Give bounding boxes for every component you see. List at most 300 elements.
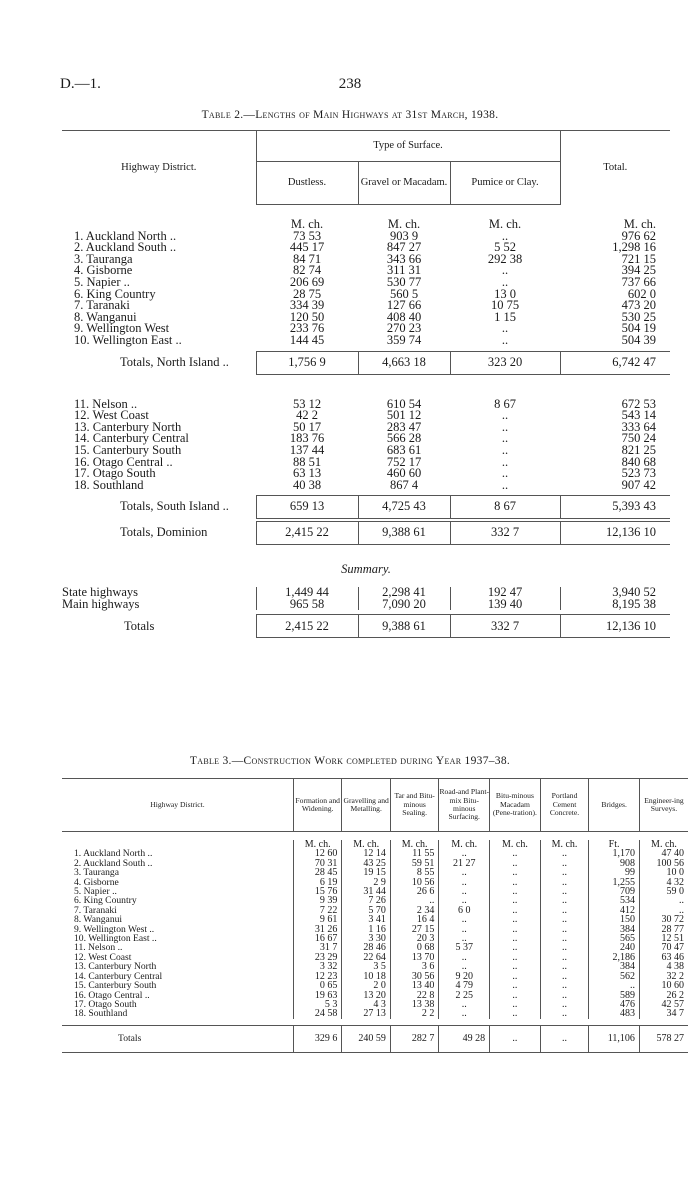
total-value: 9,388 61 <box>358 615 450 638</box>
summary-label: Main highways <box>62 596 140 611</box>
total-value: 659 13 <box>256 496 358 519</box>
cell-value: 27 13 <box>342 1009 390 1018</box>
gravel-value: 408 40 <box>386 309 422 324</box>
cell-value: 4 32 <box>639 878 688 887</box>
district-name: 18. Southland <box>74 477 144 492</box>
cell-value: 47 40 <box>639 849 688 858</box>
cell-value: 59 51 <box>390 859 438 868</box>
dustless-value: 144 45 <box>289 332 325 347</box>
pumice-value: .. <box>501 263 509 278</box>
district-name: 15. Canterbury South <box>74 442 182 457</box>
cell-value: 20 3 <box>390 934 438 943</box>
summary-label: State highways <box>62 585 139 600</box>
cell-value: 10 18 <box>342 972 390 981</box>
total-label: Totals, North Island .. <box>120 354 229 369</box>
total-value: 602 0 <box>627 286 656 301</box>
summary-value: 192 47 <box>450 587 560 599</box>
cell-value: .. <box>439 1009 490 1018</box>
cell-value: 5 70 <box>342 906 390 915</box>
header-portland-cement: Portland Cement Concrete. <box>540 779 588 832</box>
cell-value: 2 9 <box>342 878 390 887</box>
cell-value: 0 65 <box>293 981 341 990</box>
cell-value: 4 3 <box>342 1000 390 1009</box>
dominion-total-row <box>62 522 670 545</box>
cell-value: 19 63 <box>293 991 341 1000</box>
cell-value: 13 20 <box>342 991 390 1000</box>
cell-value: 3 5 <box>342 962 390 971</box>
total-value: 976 62 <box>621 228 656 243</box>
total-label: Totals, South Island .. <box>120 499 229 514</box>
cell-value: 24 58 <box>293 1009 341 1018</box>
pumice-value: .. <box>501 274 509 289</box>
cell-value: 908 <box>589 859 640 868</box>
total-value: 1,756 9 <box>256 351 358 374</box>
dustless-value: 82 74 <box>292 263 322 278</box>
cell-value: 709 <box>589 887 640 896</box>
cell-value: 10 0 <box>639 868 688 877</box>
cell-value: .. <box>540 868 588 877</box>
cell-value: .. <box>540 991 588 1000</box>
cell-value: .. <box>439 849 490 858</box>
dustless-value: 84 71 <box>292 251 322 266</box>
cell-value: 43 25 <box>342 859 390 868</box>
district-name: 5. Napier .. <box>74 886 117 898</box>
unit-label: M. ch. <box>342 840 390 849</box>
cell-value: 10 56 <box>390 878 438 887</box>
pumice-value: .. <box>501 321 509 336</box>
cell-value: 8 55 <box>390 868 438 877</box>
cell-value: 5 3 <box>293 1000 341 1009</box>
total-label: Totals <box>62 1025 293 1052</box>
cell-value: 11 55 <box>390 849 438 858</box>
total-label: Totals, Dominion <box>120 525 208 540</box>
district-name: 5. Napier .. <box>74 274 130 289</box>
dustless-value: 120 50 <box>289 309 325 324</box>
cell-value: .. <box>490 906 541 915</box>
cell-value: .. <box>490 925 541 934</box>
dustless-value: 88 51 <box>292 454 322 469</box>
cell-value: .. <box>439 1000 490 1009</box>
total-value: 578 27 <box>639 1025 688 1052</box>
pumice-value: .. <box>501 332 509 347</box>
district-name: 14. Canterbury Central <box>74 431 189 446</box>
total-value: 907 42 <box>621 477 656 492</box>
cell-value: 2 25 <box>439 991 490 1000</box>
dustless-value: 42 2 <box>296 408 318 423</box>
cell-value: 562 <box>589 972 640 981</box>
district-name: 12. West Coast <box>74 951 132 963</box>
cell-value: 12 14 <box>342 849 390 858</box>
cell-value: .. <box>439 896 490 905</box>
cell-value: 13 38 <box>390 1000 438 1009</box>
header-formation: Formation and Widening. <box>293 779 341 832</box>
gravel-value: 566 28 <box>386 431 422 446</box>
table-row <box>62 335 670 347</box>
district-name: 3. Tauranga <box>74 867 119 879</box>
cell-value: 2 2 <box>390 1009 438 1018</box>
district-name: 11. Nelson .. <box>74 396 138 411</box>
unit-label: M. ch. <box>387 217 421 231</box>
total-value: 2,415 22 <box>256 615 358 638</box>
summary-value: 2,298 41 <box>358 587 450 599</box>
gravel-value: 752 17 <box>386 454 422 469</box>
summary-value: 1,449 44 <box>256 587 358 599</box>
table-row <box>62 480 670 492</box>
dustless-value: 183 76 <box>289 431 325 446</box>
cell-value: .. <box>540 896 588 905</box>
cell-value: 13 40 <box>390 981 438 990</box>
unit-label: M. ch. <box>390 840 438 849</box>
cell-value: 22 8 <box>390 991 438 1000</box>
cell-value: 70 47 <box>639 943 688 952</box>
cell-value: 0 68 <box>390 943 438 952</box>
cell-value: .. <box>540 1009 588 1018</box>
cell-value: .. <box>490 915 541 924</box>
cell-value: 3 41 <box>342 915 390 924</box>
total-value: 394 25 <box>621 263 656 278</box>
unit-label: M. ch. <box>490 840 541 849</box>
header-tar-sealing: Tar and Bitu-minous Sealing. <box>390 779 438 832</box>
cell-value: 3 6 <box>390 962 438 971</box>
table-row <box>62 399 670 411</box>
cell-value: .. <box>639 906 688 915</box>
cell-value: .. <box>490 991 541 1000</box>
district-name: 14. Canterbury Central <box>74 970 163 982</box>
cell-value: 565 <box>589 934 640 943</box>
cell-value: 9 20 <box>439 972 490 981</box>
district-name: 1. Auckland North .. <box>74 228 177 243</box>
total-value: 543 14 <box>621 408 656 423</box>
cell-value: 34 7 <box>639 1009 688 1018</box>
cell-value: .. <box>589 981 640 990</box>
cell-value: .. <box>439 925 490 934</box>
pumice-value: 10 75 <box>490 298 520 313</box>
dustless-value: 50 17 <box>292 419 322 434</box>
district-name: 9. Wellington West .. <box>74 923 155 935</box>
district-name: 17. Otago South <box>74 466 156 481</box>
total-value: 323 20 <box>450 351 560 374</box>
total-value: 821 25 <box>621 442 656 457</box>
cell-value: 4 38 <box>639 962 688 971</box>
unit-label: M. ch. <box>639 840 688 849</box>
total-value: 721 15 <box>621 251 656 266</box>
cell-value: .. <box>439 953 490 962</box>
total-value: .. <box>490 1025 541 1052</box>
pumice-value: .. <box>501 466 509 481</box>
total-value: 504 39 <box>621 332 656 347</box>
total-value: 504 19 <box>621 321 656 336</box>
cell-value: .. <box>439 887 490 896</box>
total-value: 8 67 <box>450 496 560 519</box>
total-value: 333 64 <box>621 419 656 434</box>
cell-value: 31 7 <box>293 943 341 952</box>
cell-value: 23 29 <box>293 953 341 962</box>
total-value: 11,106 <box>589 1025 640 1052</box>
spacer <box>62 374 670 399</box>
page-number: 238 <box>338 76 362 92</box>
cell-value: .. <box>439 934 490 943</box>
cell-value: .. <box>490 953 541 962</box>
cell-value: 30 72 <box>639 915 688 924</box>
pumice-value: 8 67 <box>494 396 516 411</box>
cell-value: .. <box>639 896 688 905</box>
cell-value: 6 0 <box>439 906 490 915</box>
cell-value: .. <box>540 981 588 990</box>
gravel-value: 283 47 <box>386 419 422 434</box>
cell-value: 12 60 <box>293 849 341 858</box>
header-pumice: Pumice or Clay. <box>450 162 560 205</box>
total-label: Totals <box>124 618 155 633</box>
district-name: 15. Canterbury South <box>74 980 157 992</box>
district-name: 16. Otago Central .. <box>74 454 173 469</box>
cell-value: .. <box>540 943 588 952</box>
gravel-value: 270 23 <box>386 321 422 336</box>
total-row <box>62 1025 688 1052</box>
header-gravel: Gravel or Macadam. <box>358 162 450 205</box>
summary-value: 8,195 38 <box>560 599 670 611</box>
total-value: 4,663 18 <box>358 351 450 374</box>
cell-value: 22 64 <box>342 953 390 962</box>
unit-label: M. ch. <box>290 217 324 231</box>
district-name: 6. King Country <box>74 895 137 907</box>
cell-value: .. <box>490 849 541 858</box>
total-value: 332 7 <box>450 522 560 545</box>
cell-value: .. <box>540 972 588 981</box>
cell-value: 7 22 <box>293 906 341 915</box>
cell-value: .. <box>490 981 541 990</box>
dustless-value: 28 75 <box>292 286 322 301</box>
gravel-value: 560 5 <box>389 286 419 301</box>
gravel-value: 903 9 <box>389 228 419 243</box>
gravel-value: 460 60 <box>386 466 422 481</box>
table2-title: Table 2.—Lengths of Main Highways at 31st March, 1938. <box>201 109 499 121</box>
cell-value: .. <box>490 1009 541 1018</box>
document-code: D.—1. <box>60 76 101 92</box>
district-name: 2. Auckland South .. <box>74 240 177 255</box>
dustless-value: 233 76 <box>289 321 325 336</box>
cell-value: 100 56 <box>639 859 688 868</box>
total-value: 329 6 <box>293 1025 341 1052</box>
district-name: 6. King Country <box>74 286 156 301</box>
pumice-value: .. <box>501 228 509 243</box>
summary-value: 3,940 52 <box>560 587 670 599</box>
gravel-value: 530 77 <box>386 274 422 289</box>
cell-value: 9 39 <box>293 896 341 905</box>
district-name: 13. Canterbury North <box>74 961 157 973</box>
summary-value: 139 40 <box>450 599 560 611</box>
cell-value: .. <box>540 1000 588 1009</box>
cell-value: 16 4 <box>390 915 438 924</box>
cell-value: 63 46 <box>639 953 688 962</box>
cell-value: 483 <box>589 1009 640 1018</box>
pumice-value: .. <box>501 419 509 434</box>
district-name: 4. Gisborne <box>74 263 133 278</box>
header-total: Total. <box>560 131 670 205</box>
cell-value: 5 37 <box>439 943 490 952</box>
district-name: 17. Otago South <box>74 998 137 1010</box>
header-road-plant-mix: Road-and Plant-mix Bitu-minous Surfacing. <box>439 779 490 832</box>
district-name: 16. Otago Central .. <box>74 989 150 1001</box>
cell-value: .. <box>439 962 490 971</box>
table-row <box>62 254 670 266</box>
summary-title-row <box>62 545 670 582</box>
district-name: 9. Wellington West <box>74 321 170 336</box>
district-name: 12. West Coast <box>74 408 149 423</box>
cell-value: .. <box>490 943 541 952</box>
dustless-value: 53 12 <box>292 396 322 411</box>
cell-value: 589 <box>589 991 640 1000</box>
dustless-value: 137 44 <box>289 442 325 457</box>
cell-value: 16 67 <box>293 934 341 943</box>
summary-value: 965 58 <box>256 599 358 611</box>
cell-value: 3 32 <box>293 962 341 971</box>
dustless-value: 334 39 <box>289 298 325 313</box>
district-name: 11. Nelson .. <box>74 942 123 954</box>
district-name: 7. Taranaki <box>74 298 130 313</box>
total-value: 473 20 <box>621 298 656 313</box>
cell-value: 6 19 <box>293 878 341 887</box>
cell-value: 21 27 <box>439 859 490 868</box>
cell-value: 1 16 <box>342 925 390 934</box>
summary-title: Summary. <box>341 562 391 577</box>
page-header <box>60 76 640 96</box>
header-type-of-surface: Type of Surface. <box>256 131 560 162</box>
district-name: 8. Wanganui <box>74 914 123 926</box>
district-name: 4. Gisborne <box>74 876 119 888</box>
cell-value: 31 26 <box>293 925 341 934</box>
cell-value: .. <box>540 887 588 896</box>
cell-value: 412 <box>589 906 640 915</box>
cell-value: 30 56 <box>390 972 438 981</box>
unit-label: M. ch. <box>293 840 341 849</box>
district-name: 8. Wanganui <box>74 309 137 324</box>
pumice-value: 13 0 <box>494 286 516 301</box>
total-value: 672 53 <box>621 396 656 411</box>
cell-value: 384 <box>589 925 640 934</box>
dustless-value: 63 13 <box>292 466 322 481</box>
total-value: 6,742 47 <box>560 351 670 374</box>
cell-value: 2 0 <box>342 981 390 990</box>
header-highway-district: Highway District. <box>62 131 256 205</box>
summary-row <box>62 587 670 599</box>
total-value: 750 24 <box>621 431 656 446</box>
total-value: 840 68 <box>621 454 656 469</box>
table-row <box>62 289 670 301</box>
cell-value: 4 79 <box>439 981 490 990</box>
summary-row <box>62 599 670 611</box>
cell-value: .. <box>540 925 588 934</box>
cell-value: .. <box>540 878 588 887</box>
pumice-value: .. <box>501 408 509 423</box>
header-bituminous-macadam: Bitu-minous Macadam (Pene-tration). <box>490 779 541 832</box>
unit-label: M. ch. <box>439 840 490 849</box>
total-value: 332 7 <box>450 615 560 638</box>
cell-value: 384 <box>589 962 640 971</box>
dustless-value: 73 53 <box>292 228 322 243</box>
table-row <box>62 468 670 480</box>
cell-value: 59 0 <box>639 887 688 896</box>
cell-value: .. <box>540 859 588 868</box>
cell-value: 13 70 <box>390 953 438 962</box>
header-gravelling: Gravelling and Metalling. <box>342 779 390 832</box>
north-island-total-row <box>62 351 670 374</box>
pumice-value: 292 38 <box>487 251 523 266</box>
cell-value: 26 6 <box>390 887 438 896</box>
cell-value: .. <box>490 934 541 943</box>
gravel-value: 867 4 <box>389 477 419 492</box>
dustless-value: 206 69 <box>289 274 325 289</box>
gravel-value: 610 54 <box>386 396 422 411</box>
cell-value: 70 31 <box>293 859 341 868</box>
total-value: 5,393 43 <box>560 496 670 519</box>
unit-label: M. ch. <box>540 840 588 849</box>
cell-value: 10 60 <box>639 981 688 990</box>
gravel-value: 847 27 <box>386 240 422 255</box>
cell-value: .. <box>540 934 588 943</box>
table3-title: Table 3.—Construction Work completed during Year 1937–38. <box>189 755 511 767</box>
cell-value: .. <box>439 878 490 887</box>
total-value: 2,415 22 <box>256 522 358 545</box>
district-name: 1. Auckland North .. <box>74 848 153 860</box>
cell-value: 27 15 <box>390 925 438 934</box>
cell-value: 240 <box>589 943 640 952</box>
total-value: 49 28 <box>439 1025 490 1052</box>
district-name: 10. Wellington East .. <box>74 332 182 347</box>
cell-value: 99 <box>589 868 640 877</box>
dustless-value: 445 17 <box>289 240 325 255</box>
cell-value: 9 61 <box>293 915 341 924</box>
cell-value: .. <box>540 953 588 962</box>
summary-total-row <box>62 615 670 638</box>
gravel-value: 359 74 <box>386 332 422 347</box>
cell-value: 12 51 <box>639 934 688 943</box>
total-value: 4,725 43 <box>358 496 450 519</box>
table-row <box>62 242 670 254</box>
unit-label: M. ch. <box>488 217 522 231</box>
cell-value: .. <box>490 972 541 981</box>
cell-value: .. <box>439 868 490 877</box>
total-value: 530 25 <box>621 309 656 324</box>
south-island-total-row <box>62 496 670 519</box>
cell-value: .. <box>540 962 588 971</box>
table3-construction-work <box>62 778 688 1053</box>
cell-value: 19 15 <box>342 868 390 877</box>
cell-value: .. <box>490 859 541 868</box>
cell-value: 1,170 <box>589 849 640 858</box>
pumice-value: 1 15 <box>494 309 516 324</box>
table-row <box>62 265 670 277</box>
pumice-value: .. <box>501 477 509 492</box>
cell-value: 15 76 <box>293 887 341 896</box>
cell-value: 12 23 <box>293 972 341 981</box>
district-name: 13. Canterbury North <box>74 419 182 434</box>
cell-value: 1,255 <box>589 878 640 887</box>
cell-value: 3 30 <box>342 934 390 943</box>
total-value: 9,388 61 <box>358 522 450 545</box>
cell-value: 476 <box>589 1000 640 1009</box>
cell-value: 32 2 <box>639 972 688 981</box>
header-engineering-surveys: Engineer-ing Surveys. <box>639 779 688 832</box>
district-name: 18. Southland <box>74 1008 128 1020</box>
table-row <box>62 300 670 312</box>
total-value: 12,136 10 <box>560 522 670 545</box>
cell-value: .. <box>439 915 490 924</box>
cell-value: 28 77 <box>639 925 688 934</box>
table2-main-highways <box>62 130 670 638</box>
gravel-value: 127 66 <box>386 298 422 313</box>
total-value: 12,136 10 <box>560 615 670 638</box>
unit-label: M. ch. <box>623 217 656 231</box>
